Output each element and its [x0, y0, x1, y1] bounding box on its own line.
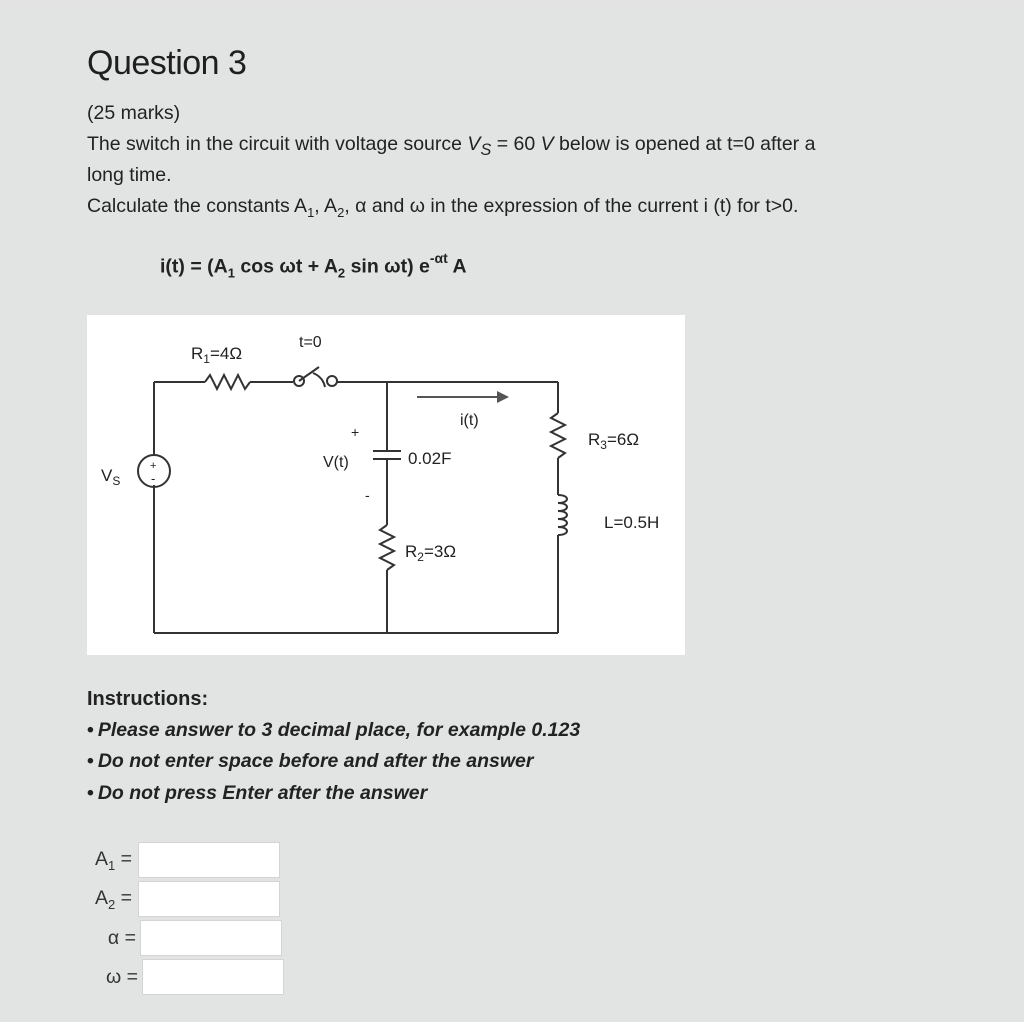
inductor-label: L=0.5H [604, 513, 660, 532]
a1-input[interactable] [138, 842, 280, 878]
current-arrowhead [497, 391, 509, 403]
marks-text: (25 marks) [87, 102, 181, 124]
voltage-label: V(t) [323, 454, 349, 471]
switch-label: t=0 [299, 334, 322, 351]
plus-sign: + [351, 424, 360, 440]
current-expression: $i(t) = (A_1$ $\cos \omega t + A_2$ sin ωt) $e^{-\alpha t}$ A [160, 250, 467, 281]
omega-input[interactable] [142, 959, 284, 995]
a2-label: $A_2$ = [94, 887, 132, 912]
question-line-3: Calculate the constants $A_1$, $A_2$, α and ω in the expression of the current i (t) for t>0. [87, 195, 799, 220]
alpha-input[interactable] [140, 920, 282, 956]
current-label: i(t) [460, 412, 479, 429]
r1-label: $R_1=4\Omega$ [191, 344, 243, 366]
r2-label: $R_2=3\Omega$ [405, 542, 457, 564]
a2-input[interactable] [138, 881, 280, 917]
a1-label: $A_1$ = [94, 848, 132, 873]
source-plus: + [150, 460, 157, 472]
question-line-2: long time. [87, 164, 172, 186]
omega-label: ω = [105, 966, 138, 988]
circuit-diagram [87, 315, 685, 655]
instructions-title: Instructions: [87, 688, 209, 710]
question-title: Question 3 [87, 44, 247, 82]
circuit-svg [87, 315, 685, 655]
question-line-1: The switch in the circuit with voltage source $V_S = 60$ V below is opened at t=0 after a [87, 133, 816, 159]
capacitor-label: 0.02F [408, 449, 452, 468]
r1-resistor [205, 375, 250, 389]
r3-label: $R_3=6\Omega$ [588, 430, 640, 452]
r3-resistor [551, 413, 565, 458]
instruction-item: • Do not press Enter after the answer [87, 782, 428, 804]
inductor-coil [558, 495, 567, 535]
alpha-label: α = [107, 927, 136, 949]
instruction-item: • Please answer to 3 decimal place, for example 0.123 [87, 719, 581, 741]
instruction-item: • Do not enter space before and after the answer [87, 750, 534, 772]
r2-resistor [380, 525, 394, 570]
vs-label: $V_S$ [101, 466, 121, 488]
source-minus: - [151, 471, 156, 486]
switch-contact-right [327, 376, 337, 386]
minus-sign: - [365, 487, 370, 503]
switch-arc [313, 373, 325, 387]
